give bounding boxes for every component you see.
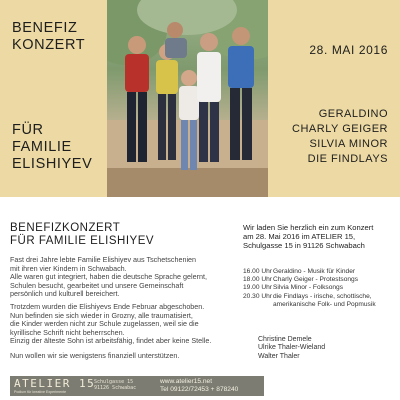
website-link[interactable]: www.atelier15.net: [160, 378, 213, 385]
invite-line: am 28. Mai 2016 im ATELIER 15,: [243, 232, 356, 241]
invite-line: Wir laden Sie herzlich ein zum Konzert: [243, 223, 374, 232]
program-act: die Findlays - irische, schottische,: [273, 292, 372, 300]
program-act: Silvia Minor - Folksongs: [273, 284, 343, 292]
para2-line: die Kinder werden nicht zur Schule zugelassen, weil sie die: [10, 319, 199, 329]
program-act: Geraldino - Musik für Kinder: [273, 268, 356, 275]
main-heading: [10, 222, 154, 248]
title-line-2: KONZERT: [12, 37, 86, 53]
invitation: [243, 223, 373, 250]
program-list: [243, 268, 398, 309]
program-row: [243, 301, 398, 309]
phone-number: Tel 09122/72453 + 878240: [160, 386, 239, 393]
heading-line-2: FÜR FAMILIE ELISHIYEV: [10, 235, 155, 247]
program-time: 20.30 Uhr: [243, 292, 272, 300]
concert-date: 28. MAI 2016: [309, 43, 388, 57]
artist-2: CHARLY GEIGER: [292, 123, 388, 135]
para1-line: Alle waren gut integriert, haben die deutsche Sprache gelernt,: [10, 272, 207, 282]
program-time: 18.00 Uhr: [243, 276, 272, 284]
paragraph-3: Nun wollen wir sie wenigstens finanziell unterstützen.: [10, 351, 180, 360]
program-time: 19.00 Uhr: [243, 284, 272, 292]
program-row: [243, 293, 398, 301]
artist-1: GERALDINO: [318, 108, 388, 120]
para1-line: persönlich und kulturell bereichert.: [10, 289, 120, 299]
organizers: [258, 336, 325, 361]
heading-line-1: BENEFIZKONZERT: [10, 222, 121, 234]
para2-line: Trotzdem wurden die Elishiyevs Ende Februar abgeschoben.: [10, 302, 205, 311]
for-line-2: FAMILIE: [12, 139, 72, 155]
title-line-1: BENEFIZ: [12, 20, 78, 36]
program-row: [243, 284, 398, 292]
atelier-tagline: Podium für kreative Experimente: [14, 390, 67, 394]
footer-contact: [160, 378, 238, 394]
organizer-name: Ulrike Thaler-Wieland: [258, 344, 326, 352]
artist-list: [292, 107, 388, 167]
atelier-logo: ATELIER 15: [14, 377, 96, 390]
family-photo: [107, 0, 268, 197]
footer-bar: [10, 376, 264, 396]
organizer-name: Christine Demele: [258, 336, 312, 343]
organizer-name: Walter Thaler: [258, 352, 300, 360]
invite-line: Schulgasse 15 in 91126 Schwabach: [243, 241, 365, 250]
program-row: [243, 276, 398, 284]
program-act: amerikanische Folk- und Popmusik: [273, 300, 376, 308]
para1-line: mit ihren vier Kindern in Schwabach.: [10, 263, 127, 273]
program-act: Charly Geiger - Protestsongs: [273, 276, 359, 284]
family-photo-illustration: [107, 0, 268, 197]
para1-line: Fast drei Jahre lebte Familie Elishiyev aus Tschetschenien: [10, 255, 197, 264]
program-row: [243, 268, 398, 276]
para2-line: Einzig der älteste Sohn ist arbeitsfähig, findet aber keine Stelle.: [10, 336, 212, 346]
address-line: Schulgasse 15: [94, 379, 134, 385]
address-line: 91126 Schwabac: [94, 385, 137, 391]
program-time: 16.00 Uhr: [243, 268, 272, 275]
for-line-1: FÜR: [12, 122, 44, 138]
para1-line: Schulen besucht, gearbeitet und unsere Gemeinschaft: [10, 280, 184, 290]
footer-address: [94, 379, 136, 391]
for-family: [12, 122, 92, 173]
para2-line: Nun befinden sie sich wieder in Grozny, alle traumatisiert,: [10, 310, 193, 320]
for-line-3: ELISHIYEV: [12, 156, 93, 172]
program-time: [243, 301, 273, 309]
artist-4: DIE FINDLAYS: [307, 153, 388, 165]
paragraph-2: [10, 303, 240, 346]
para2-line: kyrillische Schrift nicht beherrschen.: [10, 327, 125, 337]
paragraph-1: [10, 256, 240, 299]
artist-3: SILVIA MINOR: [309, 138, 388, 150]
title: [12, 20, 85, 54]
